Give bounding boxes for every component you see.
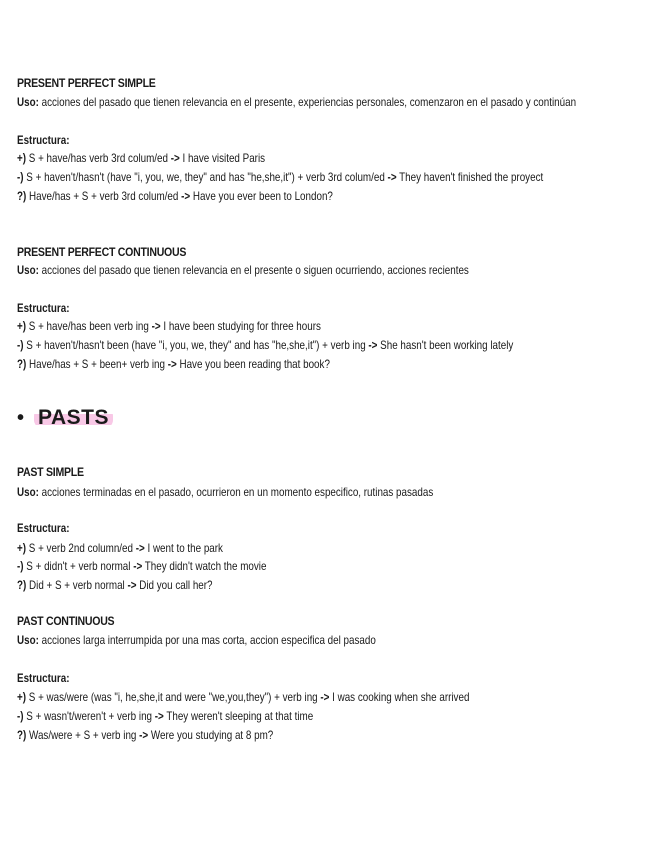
negative-example: They haven't finished the proyect	[396, 170, 544, 184]
uso-text: acciones del pasado que tienen relevancia en el presente, experiencias personales, comenzaron en el pasado y continúan	[38, 95, 577, 109]
section-title-past-simple: PAST SIMPLE	[17, 465, 84, 479]
arrow: ->	[133, 559, 143, 573]
negative-example: She hasn't been working lately	[377, 338, 514, 352]
negative-line	[17, 170, 543, 184]
negative-text: S + haven't/hasn't (have "i, you, we, they" and has "he,she,it") + verb 3rd colum/ed	[23, 170, 388, 184]
affirmative-text: S + have/has verb 3rd colum/ed	[26, 151, 171, 165]
pasts-heading	[17, 408, 113, 428]
arrow: ->	[167, 357, 177, 371]
negative-sign: -)	[17, 559, 24, 573]
affirmative-line	[17, 151, 265, 165]
question-line	[17, 728, 273, 742]
negative-line	[17, 709, 313, 723]
negative-text: S + didn't + verb normal	[23, 559, 134, 573]
question-line	[17, 189, 333, 203]
affirmative-example: I have visited Paris	[179, 151, 266, 165]
affirmative-line	[17, 690, 469, 704]
affirmative-sign: +)	[17, 151, 27, 165]
arrow: ->	[320, 690, 330, 704]
arrow: ->	[154, 709, 164, 723]
question-sign: ?)	[17, 357, 27, 371]
affirmative-text: S + have/has been verb ing	[26, 319, 152, 333]
arrow: ->	[181, 189, 191, 203]
question-sign: ?)	[17, 189, 27, 203]
affirmative-line	[17, 319, 321, 333]
estructura-label: Estructura:	[17, 671, 70, 685]
question-example: Have you been reading that book?	[176, 357, 330, 371]
question-line	[17, 578, 213, 592]
question-text: Did + S + verb normal	[26, 578, 128, 592]
uso-label: Uso:	[17, 263, 39, 277]
section-title-present-perfect-simple: PRESENT PERFECT SIMPLE	[17, 76, 156, 90]
negative-example: They didn't watch the movie	[142, 559, 267, 573]
estructura-label: Estructura:	[17, 301, 70, 315]
arrow: ->	[135, 541, 145, 555]
affirmative-example: I went to the park	[144, 541, 223, 555]
uso-label: Uso:	[17, 485, 39, 499]
arrow: ->	[387, 170, 397, 184]
uso-line	[17, 485, 433, 499]
affirmative-line	[17, 541, 223, 555]
section-title-past-continuous: PAST CONTINUOUS	[17, 614, 115, 628]
uso-line	[17, 95, 576, 109]
negative-sign: -)	[17, 338, 24, 352]
section-title-present-perfect-continuous: PRESENT PERFECT CONTINUOUS	[17, 245, 187, 259]
affirmative-text: S + verb 2nd column/ed	[26, 541, 136, 555]
uso-text: acciones terminadas en el pasado, ocurrieron en un momento especifico, rutinas pasadas	[38, 485, 434, 499]
negative-line	[17, 338, 513, 352]
negative-sign: -)	[17, 170, 24, 184]
question-text: Have/has + S + verb 3rd colum/ed	[26, 189, 182, 203]
negative-text: S + wasn't/weren't + verb ing	[23, 709, 155, 723]
question-sign: ?)	[17, 728, 27, 742]
question-sign: ?)	[17, 578, 27, 592]
uso-text: acciones larga interrumpida por una mas corta, accion especifica del pasado	[38, 633, 376, 647]
affirmative-sign: +)	[17, 541, 27, 555]
affirmative-sign: +)	[17, 690, 27, 704]
estructura-label: Estructura:	[17, 521, 70, 535]
question-example: Have you ever been to London?	[190, 189, 333, 203]
negative-example: They weren't sleeping at that time	[163, 709, 314, 723]
uso-text: acciones del pasado que tienen relevancia en el presente o siguen ocurriendo, acciones recientes	[38, 263, 469, 277]
pasts-heading-label: PASTS	[34, 408, 113, 428]
question-text: Have/has + S + been+ verb ing	[26, 357, 168, 371]
arrow: ->	[151, 319, 161, 333]
affirmative-example: I have been studying for three hours	[160, 319, 321, 333]
arrow: ->	[139, 728, 149, 742]
uso-line	[17, 263, 469, 277]
negative-line	[17, 559, 266, 573]
question-text: Was/were + S + verb ing	[26, 728, 140, 742]
affirmative-example: I was cooking when she arrived	[329, 690, 470, 704]
arrow: ->	[170, 151, 180, 165]
bullet-icon: •	[17, 407, 25, 429]
affirmative-text: S + was/were (was "i, he,she,it and were "we,you,they") + verb ing	[26, 690, 321, 704]
question-example: Were you studying at 8 pm?	[148, 728, 274, 742]
arrow: ->	[127, 578, 137, 592]
question-example: Did you call her?	[136, 578, 213, 592]
uso-label: Uso:	[17, 633, 39, 647]
affirmative-sign: +)	[17, 319, 27, 333]
negative-text: S + haven't/hasn't been (have "i, you, we, they" and has "he,she,it") + verb ing	[23, 338, 369, 352]
arrow: ->	[368, 338, 378, 352]
negative-sign: -)	[17, 709, 24, 723]
question-line	[17, 357, 330, 371]
uso-line	[17, 633, 376, 647]
uso-label: Uso:	[17, 95, 39, 109]
estructura-label: Estructura:	[17, 133, 70, 147]
